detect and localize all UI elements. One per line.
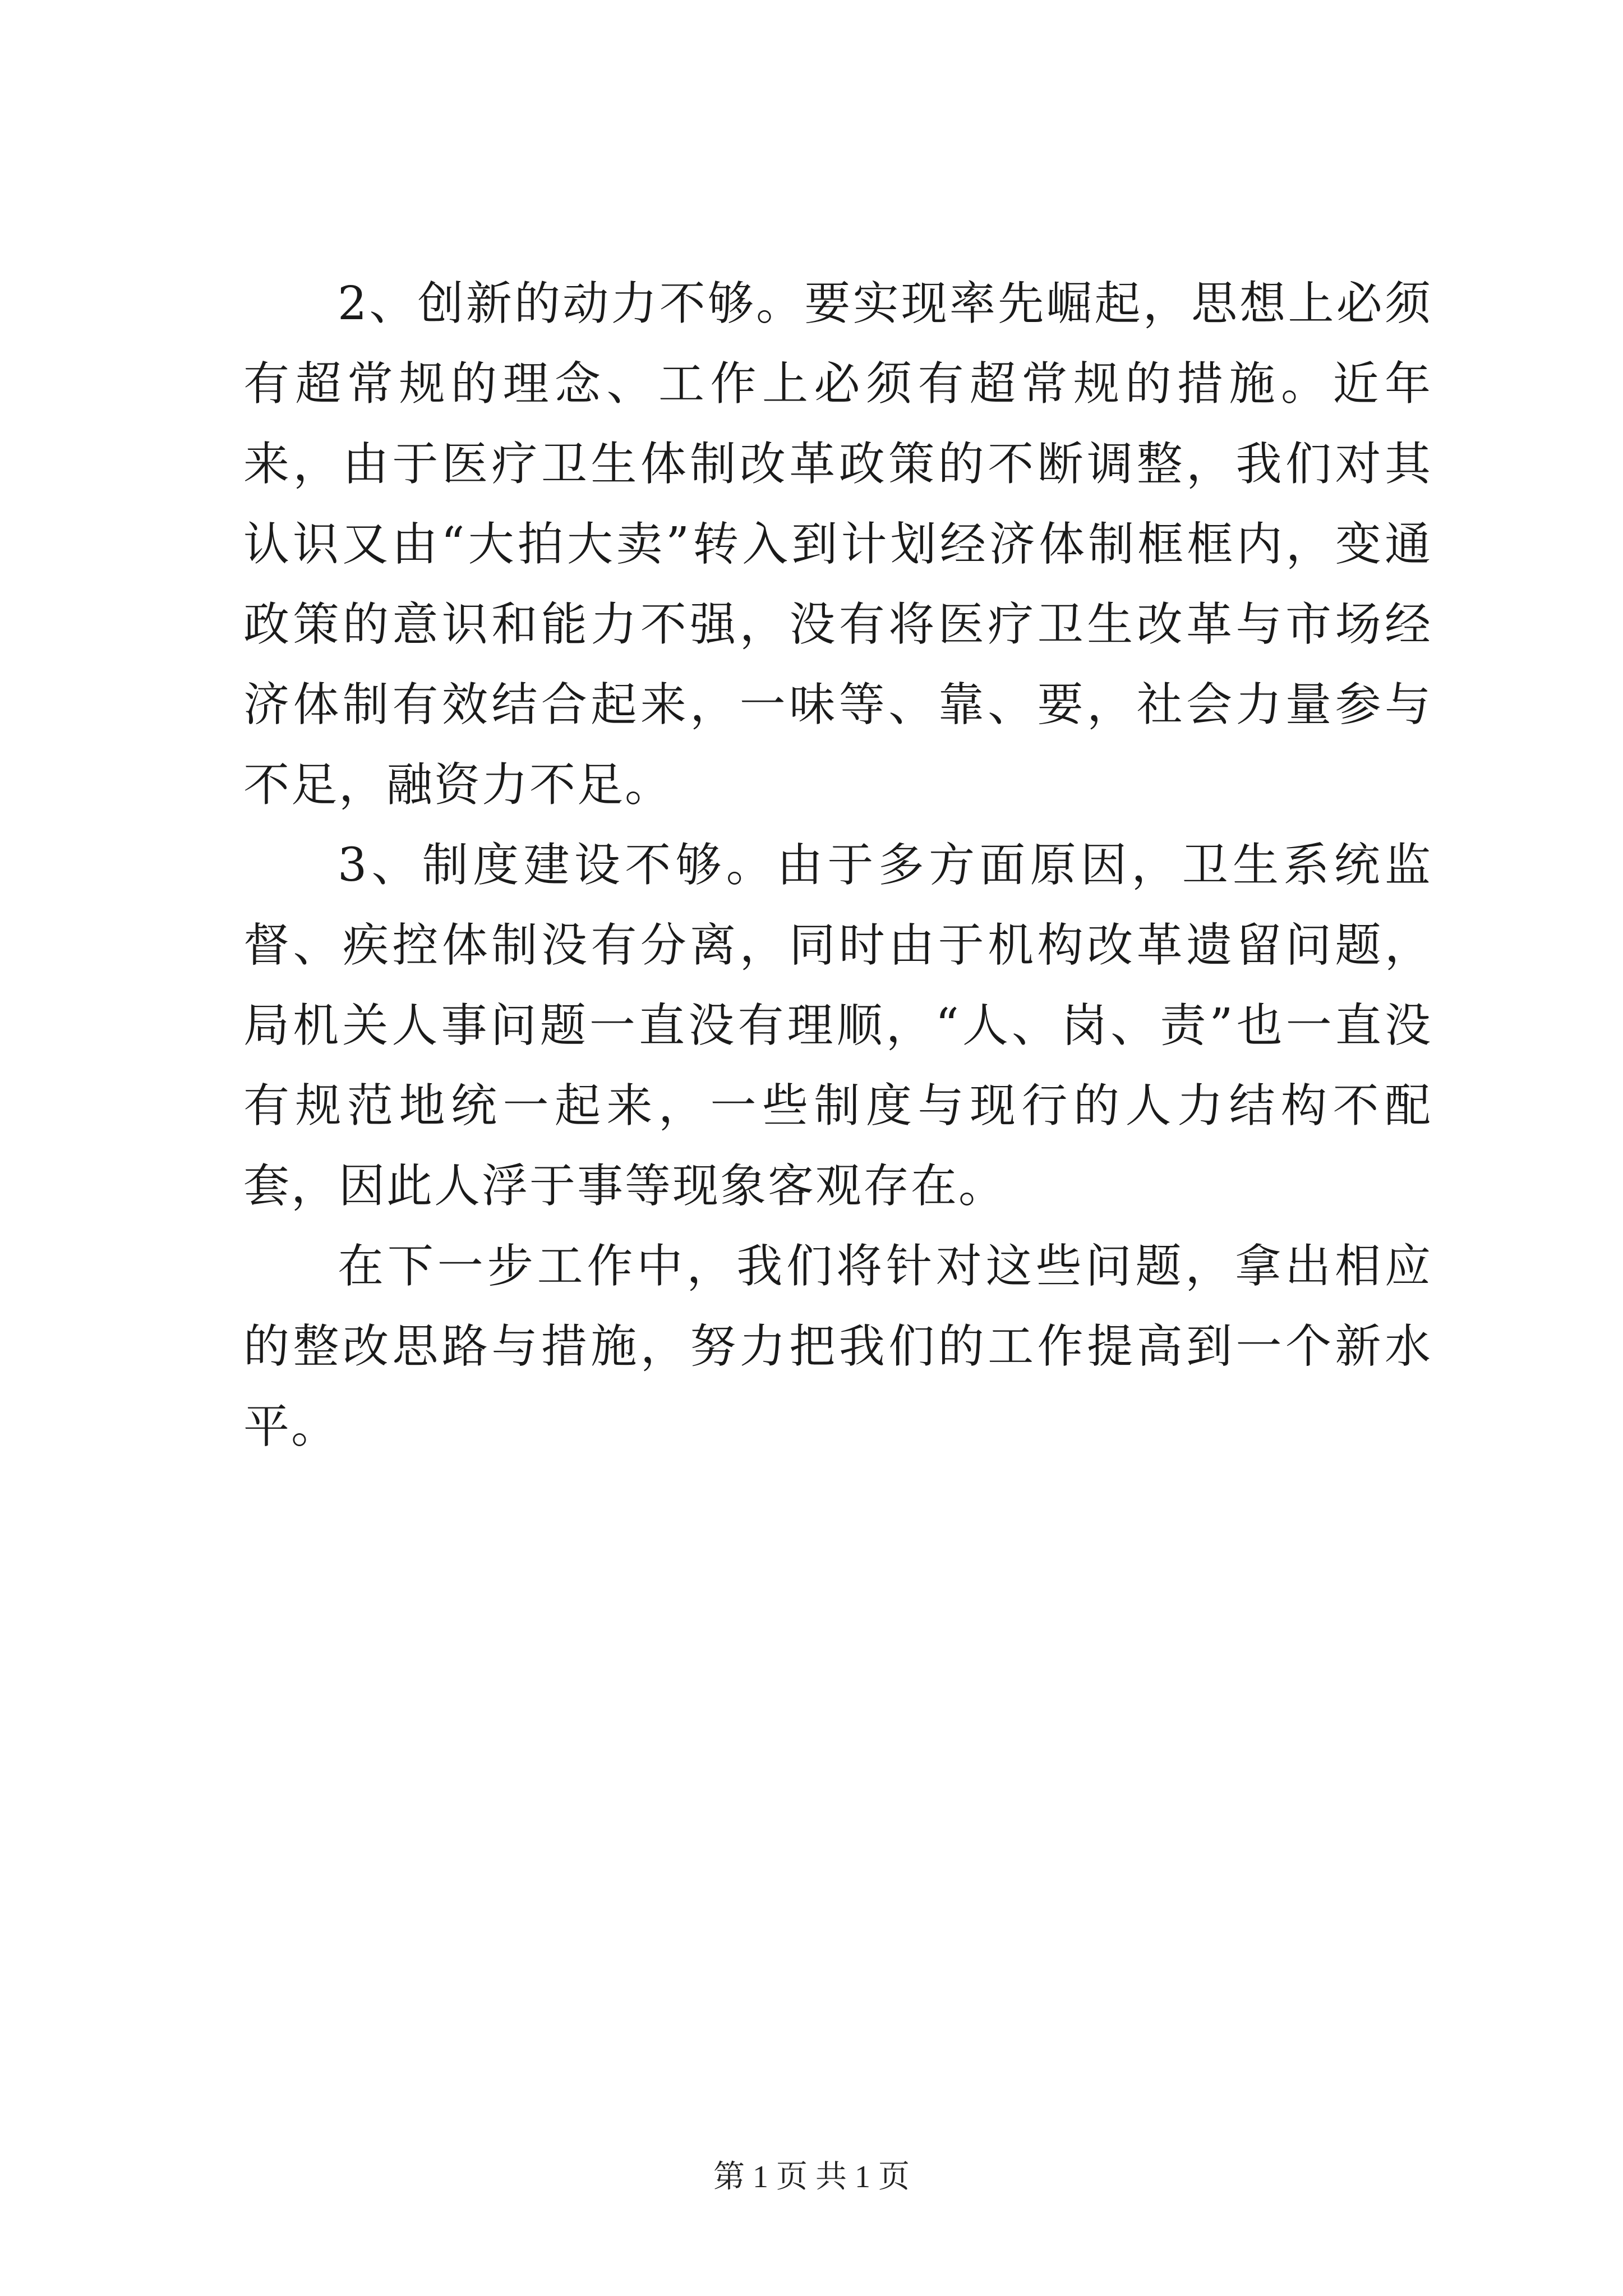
page-number-footer: 第 1 页 共 1 页	[713, 2160, 910, 2194]
paragraph-next-steps: 在下一步工作中，我们将针对这些问题，拿出相应的整改思路与措施，努力把我们的工作提高到一个新水平。	[243, 1240, 1432, 1453]
document-body	[243, 264, 1432, 1467]
paragraph-innovation: 2、创新的动力不够。要实现率先崛起，思想上必须有超常规的理念、工作上必须有超常规的措施。近年来，由于医疗卫生体制改革政策的不断调整，我们对其认识又由“大拍大卖”转入到计划经济体制框框内，变通政策的意识和能力不强，没有将医疗卫生改革与市场经济体制有效结合起来，一味等、靠、要，社会力量参与不足，融资力不足。	[243, 277, 1432, 812]
paragraph-institution: 3、制度建设不够。由于多方面原因，卫生系统监督、疾控体制没有分离，同时由于机构改革遗留问题，局机关人事问题一直没有理顺，“人、岗、责”也一直没有规范地统一起来，一些制度与现行的人力结构不配套，因此人浮于事等现象客观存在。	[243, 839, 1432, 1213]
